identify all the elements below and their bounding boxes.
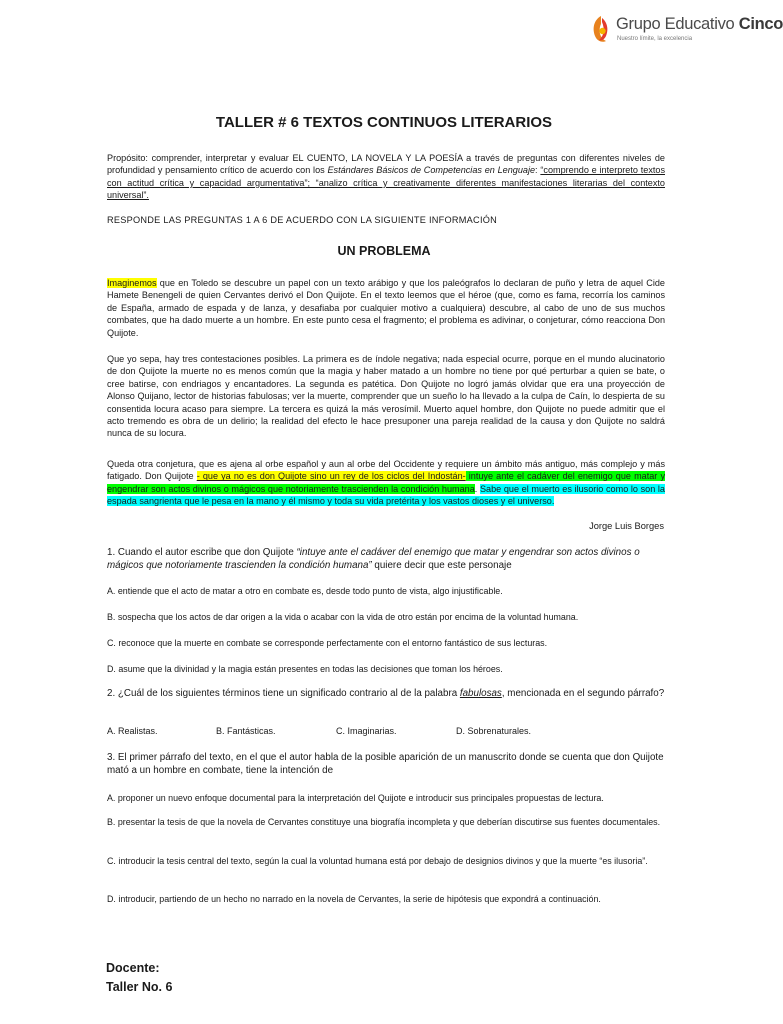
q1-option-b: B. sospecha que los actos de dar origen a la vida o acabar con la vida de otro están por encima de la voluntad humana.	[107, 612, 579, 622]
q2-option-b: B. Fantásticas.	[216, 726, 276, 736]
org-name: Grupo Educativo Cinco	[616, 15, 783, 33]
q1-option-a: A. entiende que el acto de matar a otro en combate es, desde todo punto de vista, algo injustificable.	[107, 586, 503, 596]
taller-label: Taller No. 6	[106, 980, 173, 994]
q1-option-d: D. asume que la divinidad y la magia están presentes en todas las decisiones que toman los héroes.	[107, 664, 503, 674]
q3-option-c: C. introducir la tesis central del texto, según la cual la voluntad humana está por debajo de designios divinos y que la muerte “es ilusoria”.	[107, 856, 648, 866]
q1-option-c: C. reconoce que la muerte en combate se corresponde perfectamente con el entorno fantástico de sus lecturas.	[107, 638, 548, 648]
author-signature: Jorge Luis Borges	[589, 521, 664, 531]
question-3: 3. El primer párrafo del texto, en el que el autor habla de la posible aparición de un manuscrito donde se cuenta que don Quijote mató a un hombre en combate, tiene la intención de	[107, 752, 664, 776]
highlight-yellow: - que ya no es don Quijote sino un rey de los ciclos del Indostán-	[196, 471, 466, 482]
paragraph-1: Imaginemos que en Toledo se descubre un papel con un texto arábigo y que los paleógrafos lo declaran de puño y letra de aquel Cide Hamete Benengeli de quien Cervantes derivó el Don Quijote. En el texto leemos que el héroe (que, como es fama, recorría los caminos de España, armado de espada y de lanza, y desafiaba por cualquier motivo a cualquiera) descubre, al cabo de uno de sus muchos combates, que ha dado muerte a un hombre. En este punto cesa el fragmento; el problema es adivinar, o conjeturar, cómo reacciona Don Quijote.	[107, 278, 665, 338]
highlight-cyan: Sabe que el muerto es ilusorio como lo son la espada sangrienta que le pesa en la mano y él mismo y toda su vida pretérita y los vastos dioses y el universo.	[107, 483, 665, 507]
question-2: 2. ¿Cuál de los siguientes términos tiene un significado contrario al de la palabra fabulosas, mencionada en el segundo párrafo?	[107, 688, 665, 699]
question-1: 1. Cuando el autor escribe que don Quijote “intuye ante el cadáver del enemigo que matar y engendrar son actos divinos o mágicos que notoriamente trascienden la condición humana” quiere decir que este personaje	[107, 547, 640, 571]
q2-option-a: A. Realistas.	[107, 726, 158, 736]
page-title: TALLER # 6 TEXTOS CONTINUOS LITERARIOS	[215, 114, 553, 131]
logo-mark-icon	[590, 14, 612, 44]
q2-option-d: D. Sobrenaturales.	[456, 726, 532, 736]
highlight-green: intuye ante el cadáver del enemigo que matar y engendrar son actos divinos o mágicos que notoriamente trascienden la condición humana	[107, 471, 665, 494]
org-logo	[590, 12, 783, 52]
docente-label: Docente:	[106, 961, 160, 975]
text-title: UN PROBLEMA	[337, 244, 431, 258]
paragraph-2: Que yo sepa, hay tres contestaciones posibles. La primera es de índole negativa; nada especial ocurre, porque en el mundo alucinatorio de don Quijote la muerte no es menos común que la magia y haber matado a un hombre no tiene por qué perturbar a quien se bate, o cree batirse, con endriagos y encantadores. La segunda es patética. Don Quijote no logró jamás olvidar que era una proyección de Alonso Quijano, lector de historias fabulosas; ver la muerte, comprender que un sueño lo ha llevado a la culpa de Caín, lo despierta de su consentida locura acaso para siempre. La tercera es quizá la más verosímil. Muerto aquel hombre, don Quijote no puede admitir que el acto tremendo es obra de un delirio; la realidad del efecto le hace presuponer una pareja realidad de la causa y don Quijote no saldrá nunca de su locura.	[107, 354, 665, 439]
q2-option-c: C. Imaginarias.	[336, 726, 397, 736]
paragraph-3: Queda otra conjetura, que es ajena al orbe español y aun al orbe del Occidente y requiere un ámbito más antiguo, más complejo y más fatigado. Don Quijote - que ya no es don Quijote sino un rey de los ciclos del Indostán- intuye ante el cadáver del enemigo que matar y engendrar son actos divinos o mágicos que notoriamente trascienden la condición humana. Sabe que el muerto es ilusorio como lo son la espada sangrienta que le pesa en la mano y él mismo y toda su vida pretérita y los vastos dioses y el universo.	[107, 459, 665, 507]
q3-option-b: B. presentar la tesis de que la novela de Cervantes constituye una biografía incompleta y que deberían discutirse sus fuentes documentales.	[107, 817, 661, 827]
purpose-paragraph: Propósito: comprender, interpretar y evaluar EL CUENTO, LA NOVELA Y LA POESÍA a través de preguntas con diferentes niveles de profundidad y pensamiento crítico de acuerdo con los Estándares Básicos de Competencias en Lenguaje: “comprendo e interpreto textos con actitud crítica y capacidad argumentativa”; “analizo crítica y creativamente diferentes manifestaciones literarias del contexto universal”.	[107, 153, 665, 201]
instruction: RESPONDE LAS PREGUNTAS 1 A 6 DE ACUERDO CON LA SIGUIENTE INFORMACIÓN	[107, 215, 498, 225]
q3-option-d: D. introducir, partiendo de un hecho no narrado en la novela de Cervantes, la serie de hipótesis que expondrá a continuación.	[107, 894, 601, 904]
footer	[106, 959, 172, 997]
q3-option-a: A. proponer un nuevo enfoque documental para la interpretación del Quijote e introducir sus principales propuestas de lectura.	[107, 793, 604, 803]
org-tagline: Nuestro límite, la excelencia	[617, 36, 693, 42]
highlight-imaginemos: Imaginemos	[107, 278, 157, 288]
